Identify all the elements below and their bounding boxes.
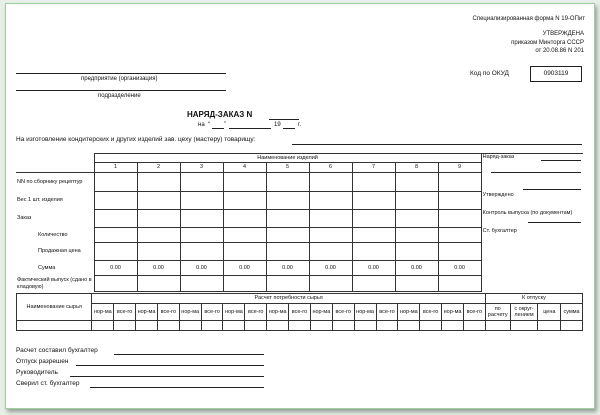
sub-norm: нор-ма xyxy=(398,304,420,321)
col-header: 4 xyxy=(223,163,266,173)
order-line1: приказом Минторга СССР xyxy=(511,40,584,46)
sum-value: 0.00 xyxy=(223,261,266,276)
date-prefix: на xyxy=(198,122,205,128)
sub-total: все-го xyxy=(245,304,267,321)
col-header: 5 xyxy=(266,163,309,173)
sub-total: все-го xyxy=(332,304,354,321)
row-label-order: Заказ xyxy=(17,215,32,222)
form-sheet: Специализированная форма N 19-ОПит УТВЕРЖДЕНА приказом Минторга СССР от 20.08.86 N 201 предприятие (организация) подразделение Код по ОКУД 0903119 НАРЯД-ЗАКАЗ N на “ ” 19 г. На изготовление кондитерских и других изделий зав. цеху (мастеру) товарищу: Наименование изделий Наряд-заказ 1 2 3 4 5 6 7 8 9 NN по сборнику рецептур Вес 1 шт. изделия Утверждено Заказ Контроль выпуска (по документам) Количество Ст. бухгалтер Продажная цена Сумма 0.00 0.00 0.00 0.00 0.00 0.00 0.00 0.00 0.00 Фактический выпуск (сдано в кладовую) Наименование сырья Расчет потребности сырья К отпуску нор-ма все-го нор-ма все-го нор-ма все-го нор-ма все-го нор-ма все-го нор-ма все-го нор-ма все-го нор-ма все-го нор-ма все-го по расчету с округ-лением цена сумма Расчет составил бухгалтер Отпуск разрешен Руководитель Сверил ст. бухгалтер xyxy=(5,3,595,409)
sub-total: все-го xyxy=(157,304,179,321)
row-label-actual: Фактический выпуск (сдано в кладовую) xyxy=(17,277,92,290)
products-table xyxy=(16,153,583,292)
sub-norm: нор-ма xyxy=(442,304,464,321)
sub-norm: нор-ма xyxy=(223,304,245,321)
col-header: 2 xyxy=(137,163,180,173)
raw-calc-header: Расчет потребности сырья xyxy=(92,294,486,304)
order-line2: от 20.08.86 N 201 xyxy=(535,48,584,54)
col-header: 1 xyxy=(94,163,137,173)
col-header: 7 xyxy=(352,163,395,173)
release-label: Отпуск разрешен xyxy=(16,358,69,365)
checked-label: Сверил ст. бухгалтер xyxy=(16,380,80,387)
accountant-line xyxy=(528,222,581,223)
day-line xyxy=(212,128,224,129)
sub-total: все-го xyxy=(376,304,398,321)
sum-value: 0.00 xyxy=(266,261,309,276)
release-col: цена xyxy=(538,304,561,321)
sub-norm: нор-ма xyxy=(92,304,114,321)
approved-line xyxy=(523,189,581,190)
sub-norm: нор-ма xyxy=(310,304,332,321)
sub-norm: нор-ма xyxy=(267,304,289,321)
sub-total: все-го xyxy=(201,304,223,321)
release-col: с округ-лением xyxy=(510,304,538,321)
sum-value: 0.00 xyxy=(309,261,352,276)
okud-code: 0903119 xyxy=(530,66,582,82)
raw-materials-table xyxy=(16,293,583,331)
compiled-label: Расчет составил бухгалтер xyxy=(16,347,98,354)
order-number-line-right xyxy=(541,160,581,161)
sum-value: 0.00 xyxy=(352,261,395,276)
enterprise-line xyxy=(16,73,226,74)
approved-label: УТВЕРЖДЕНА xyxy=(542,31,584,37)
checked-line xyxy=(90,387,264,388)
sub-total: все-го xyxy=(114,304,136,321)
row-label-price: Продажная цена xyxy=(38,248,81,255)
row-label-sum: Сумма xyxy=(38,264,56,271)
sum-value: 0.00 xyxy=(180,261,223,276)
date-suffix: г. xyxy=(298,122,302,128)
order-title: НАРЯД-ЗАКАЗ N xyxy=(187,110,253,119)
accountant-label: Ст. бухгалтер xyxy=(482,227,517,234)
sum-value: 0.00 xyxy=(438,261,481,276)
row-label-weight: Вес 1 шт. изделия xyxy=(17,197,63,204)
release-col: сумма xyxy=(561,304,583,321)
sum-value: 0.00 xyxy=(137,261,180,276)
release-col: по расчету xyxy=(485,304,510,321)
control-label: Контроль выпуска (по документам) xyxy=(482,209,573,216)
enterprise-caption: предприятие (организация) xyxy=(81,76,158,82)
panel-line xyxy=(491,172,581,173)
col-header: 8 xyxy=(395,163,438,173)
sub-total: все-го xyxy=(289,304,311,321)
purpose-line xyxy=(292,144,582,145)
sub-norm: нор-ма xyxy=(354,304,376,321)
sum-value: 0.00 xyxy=(395,261,438,276)
col-header: 6 xyxy=(309,163,352,173)
col-header: 3 xyxy=(180,163,223,173)
col-header: 9 xyxy=(438,163,481,173)
head-label: Руководитель xyxy=(16,369,58,376)
okud-label: Код по ОКУД xyxy=(470,70,509,77)
sub-norm: нор-ма xyxy=(179,304,201,321)
sub-norm: нор-ма xyxy=(136,304,158,321)
sub-total: все-го xyxy=(420,304,442,321)
sum-value: 0.00 xyxy=(94,261,137,276)
compiled-line xyxy=(114,354,264,355)
order-number-line xyxy=(269,119,299,120)
approved-label-right: Утверждено xyxy=(482,191,514,198)
sub-total: все-го xyxy=(463,304,485,321)
division-line xyxy=(16,90,226,91)
raw-name-header: Наименование сырья xyxy=(17,294,92,321)
head-line xyxy=(70,376,264,377)
products-header: Наименование изделий xyxy=(94,154,481,163)
year-line xyxy=(283,128,295,129)
row-label-quantity: Количество xyxy=(38,231,68,238)
release-line xyxy=(76,365,264,366)
form-name: Специализированная форма N 19-ОПит xyxy=(472,16,585,22)
order-panel-title: Наряд-заказ xyxy=(481,154,583,163)
row-label-recipe: NN по сборнику рецептур xyxy=(17,179,83,186)
date-year: 19 xyxy=(274,122,281,128)
division-caption: подразделение xyxy=(98,93,141,99)
purpose-text: На изготовление кондитерских и других изделий зав. цеху (мастеру) товарищу: xyxy=(16,136,256,143)
raw-release-header: К отпуску xyxy=(485,294,582,304)
month-line xyxy=(229,128,271,129)
